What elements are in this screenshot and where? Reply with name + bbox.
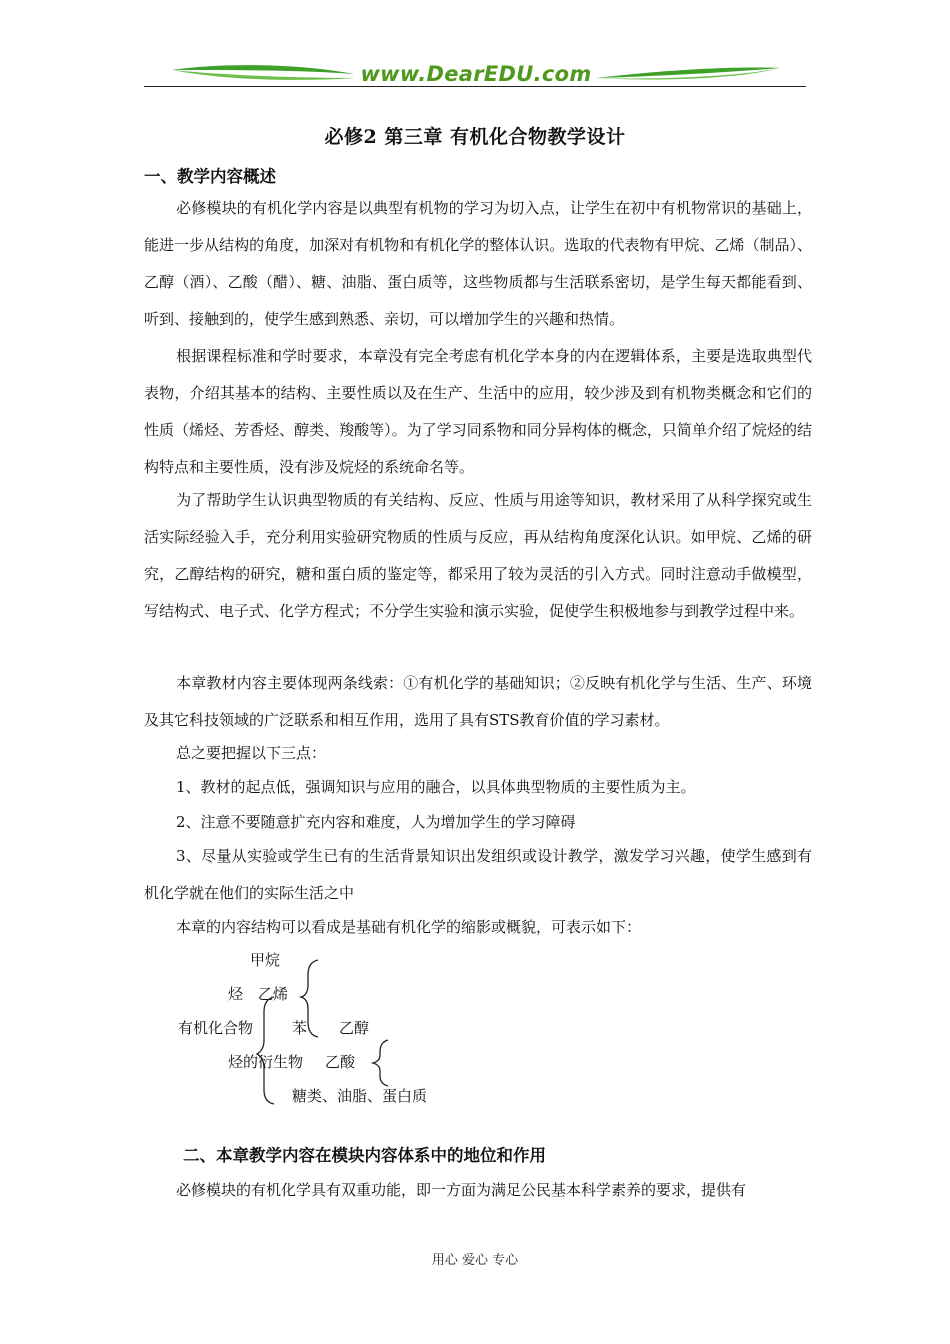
paragraph: 必修模块的有机化学具有双重功能，即一方面为满足公民基本科学素养的要求，提供有 xyxy=(176,1181,747,1199)
point-1: 1、教材的起点低，强调知识与应用的融合，以具体典型物质的主要性质为主。 xyxy=(176,778,696,796)
node-ethanol: 乙醇 xyxy=(339,1019,370,1037)
page-title: 必修2 第三章 有机化合物教学设计 xyxy=(324,126,626,148)
point-2: 2、注意不要随意扩充内容和难度，人为增加学生的学习障碍 xyxy=(176,813,576,831)
paragraph: 根据课程标准和学时要求，本章没有完全考虑有机化学本身的内在逻辑体系，主要是选取典型代表物，介绍其基本的结构、主要性质以及在生产、生活中的应用，较少涉及到有机物类概念和它们的性质（烯烃、芳香烃、醇类、羧酸等）。为了学习同系物和同分异构体的概念，只简单介绍了烷烃的结构特点和主要性质，没有涉及烷烃的系统命名等。 xyxy=(144,347,812,476)
node-organic-compound: 有机化合物 xyxy=(178,1019,254,1037)
node-methane: 甲烷 xyxy=(250,951,281,969)
node-hydrocarbon: 烃 xyxy=(228,985,244,1003)
point-3: 3、尽量从实验或学生已有的生活背景知识出发组织或设计教学，激发学习兴趣，使学生感到有机化学就在他们的实际生活之中 xyxy=(144,847,812,902)
site-logo-text[interactable]: www.DearEDU.com xyxy=(360,62,592,86)
node-derivative: 烃的衍生物 xyxy=(228,1053,304,1071)
section-heading-role: 二、本章教学内容在模块内容体系中的地位和作用 xyxy=(183,1146,546,1165)
header-rule xyxy=(144,86,806,87)
node-ethylene: 乙烯 xyxy=(258,985,289,1003)
node-nutrients: 糖类、油脂、蛋白质 xyxy=(292,1087,428,1105)
page-header xyxy=(144,58,806,90)
paragraph: 本章教材内容主要体现两条线索：①有机化学的基础知识；②反映有机化学与生活、生产、环境及其它科技领域的广泛联系和相互作用，选用了具有STS教育价值的学习素材。 xyxy=(144,674,812,729)
node-acetic-acid: 乙酸 xyxy=(325,1053,356,1071)
section-heading-overview: 一、教学内容概述 xyxy=(144,167,276,186)
page-footer: 用心 爱心 专心 xyxy=(431,1253,519,1268)
node-benzene: 苯 xyxy=(292,1019,308,1037)
paragraph: 为了帮助学生认识典型物质的有关结构、反应、性质与用途等知识，教材采用了从科学探究或生活实际经验入手，充分利用实验研究物质的性质与反应，再从结构角度深化认识。如甲烷、乙烯的研究，乙醇结构的研究，糖和蛋白质的鉴定等，都采用了较为灵活的引入方式。同时注意动手做模型，写结构式、电子式、化学方程式；不分学生实验和演示实验，促使学生积极地参与到教学过程中来。 xyxy=(144,491,812,620)
paragraph: 必修模块的有机化学内容是以典型有机物的学习为切入点，让学生在初中有机物常识的基础上，能进一步从结构的角度，加深对有机物和有机化学的整体认识。选取的代表物有甲烷、乙烯（制品）、乙醇（酒）、乙酸（醋）、糖、油脂、蛋白质等，这些物质都与生活联系密切，是学生每天都能看到、听到、接触到的，使学生感到熟悉、亲切，可以增加学生的兴趣和热情。 xyxy=(144,199,812,328)
structure-intro: 本章的内容结构可以看成是基础有机化学的缩影或概貌，可表示如下： xyxy=(176,918,642,936)
summary-intro: 总之要把握以下三点： xyxy=(176,744,327,762)
